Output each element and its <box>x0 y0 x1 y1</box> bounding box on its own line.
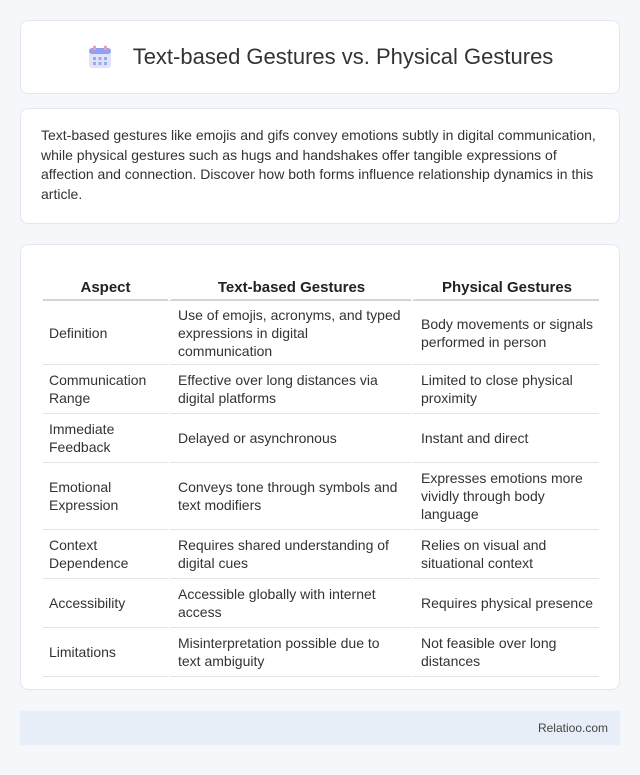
table-cell: Instant and direct <box>411 414 599 463</box>
table-row <box>43 628 599 677</box>
table-row <box>43 301 599 365</box>
column-header-aspect: Aspect <box>43 265 168 301</box>
comparison-table <box>43 265 599 677</box>
table-cell: Expresses emotions more vividly through body language <box>411 463 599 530</box>
table-cell: Delayed or asynchronous <box>168 414 411 463</box>
column-header-physical: Physical Gestures <box>411 265 599 301</box>
column-header-text-based: Text-based Gestures <box>168 265 411 301</box>
table-cell: Accessibility <box>43 579 168 628</box>
table-cell: Limited to close physical proximity <box>411 365 599 414</box>
intro-text: Text-based gestures like emojis and gifs convey emotions subtly in digital communication, while physical gestures such as hugs and handshakes offer tangible expressions of affection and connection. Discover how both forms influence relationship dynamics in this article. <box>41 127 596 202</box>
title-wrap <box>87 44 554 70</box>
table-cell: Immediate Feedback <box>43 414 168 463</box>
table-cell: Not feasible over long distances <box>411 628 599 677</box>
table-cell: Misinterpretation possible due to text ambiguity <box>168 628 411 677</box>
table-cell: Communication Range <box>43 365 168 414</box>
table-cell: Conveys tone through symbols and text modifiers <box>168 463 411 530</box>
footer <box>20 711 620 745</box>
table-header-row <box>43 265 599 301</box>
table-cell: Context Dependence <box>43 530 168 579</box>
intro-card <box>20 108 620 224</box>
table-cell: Relies on visual and situational context <box>411 530 599 579</box>
table-card <box>20 244 620 690</box>
header-card <box>20 20 620 94</box>
table-cell: Definition <box>43 301 168 365</box>
table-cell: Body movements or signals performed in person <box>411 301 599 365</box>
table-cell: Accessible globally with internet access <box>168 579 411 628</box>
page-title: Text-based Gestures vs. Physical Gestures <box>132 44 554 69</box>
table-row <box>43 365 599 414</box>
table-cell: Requires shared understanding of digital cues <box>168 530 411 579</box>
table-row <box>43 414 599 463</box>
table-cell: Effective over long distances via digital platforms <box>168 365 411 414</box>
calendar-icon <box>87 44 113 70</box>
table-cell: Use of emojis, acronyms, and typed expressions in digital communication <box>168 301 411 365</box>
footer-brand[interactable]: Relatioo.com <box>537 721 608 735</box>
table-cell: Limitations <box>43 628 168 677</box>
table-row <box>43 579 599 628</box>
table-cell: Emotional Expression <box>43 463 168 530</box>
table-cell: Requires physical presence <box>411 579 599 628</box>
table-row <box>43 530 599 579</box>
table-row <box>43 463 599 530</box>
